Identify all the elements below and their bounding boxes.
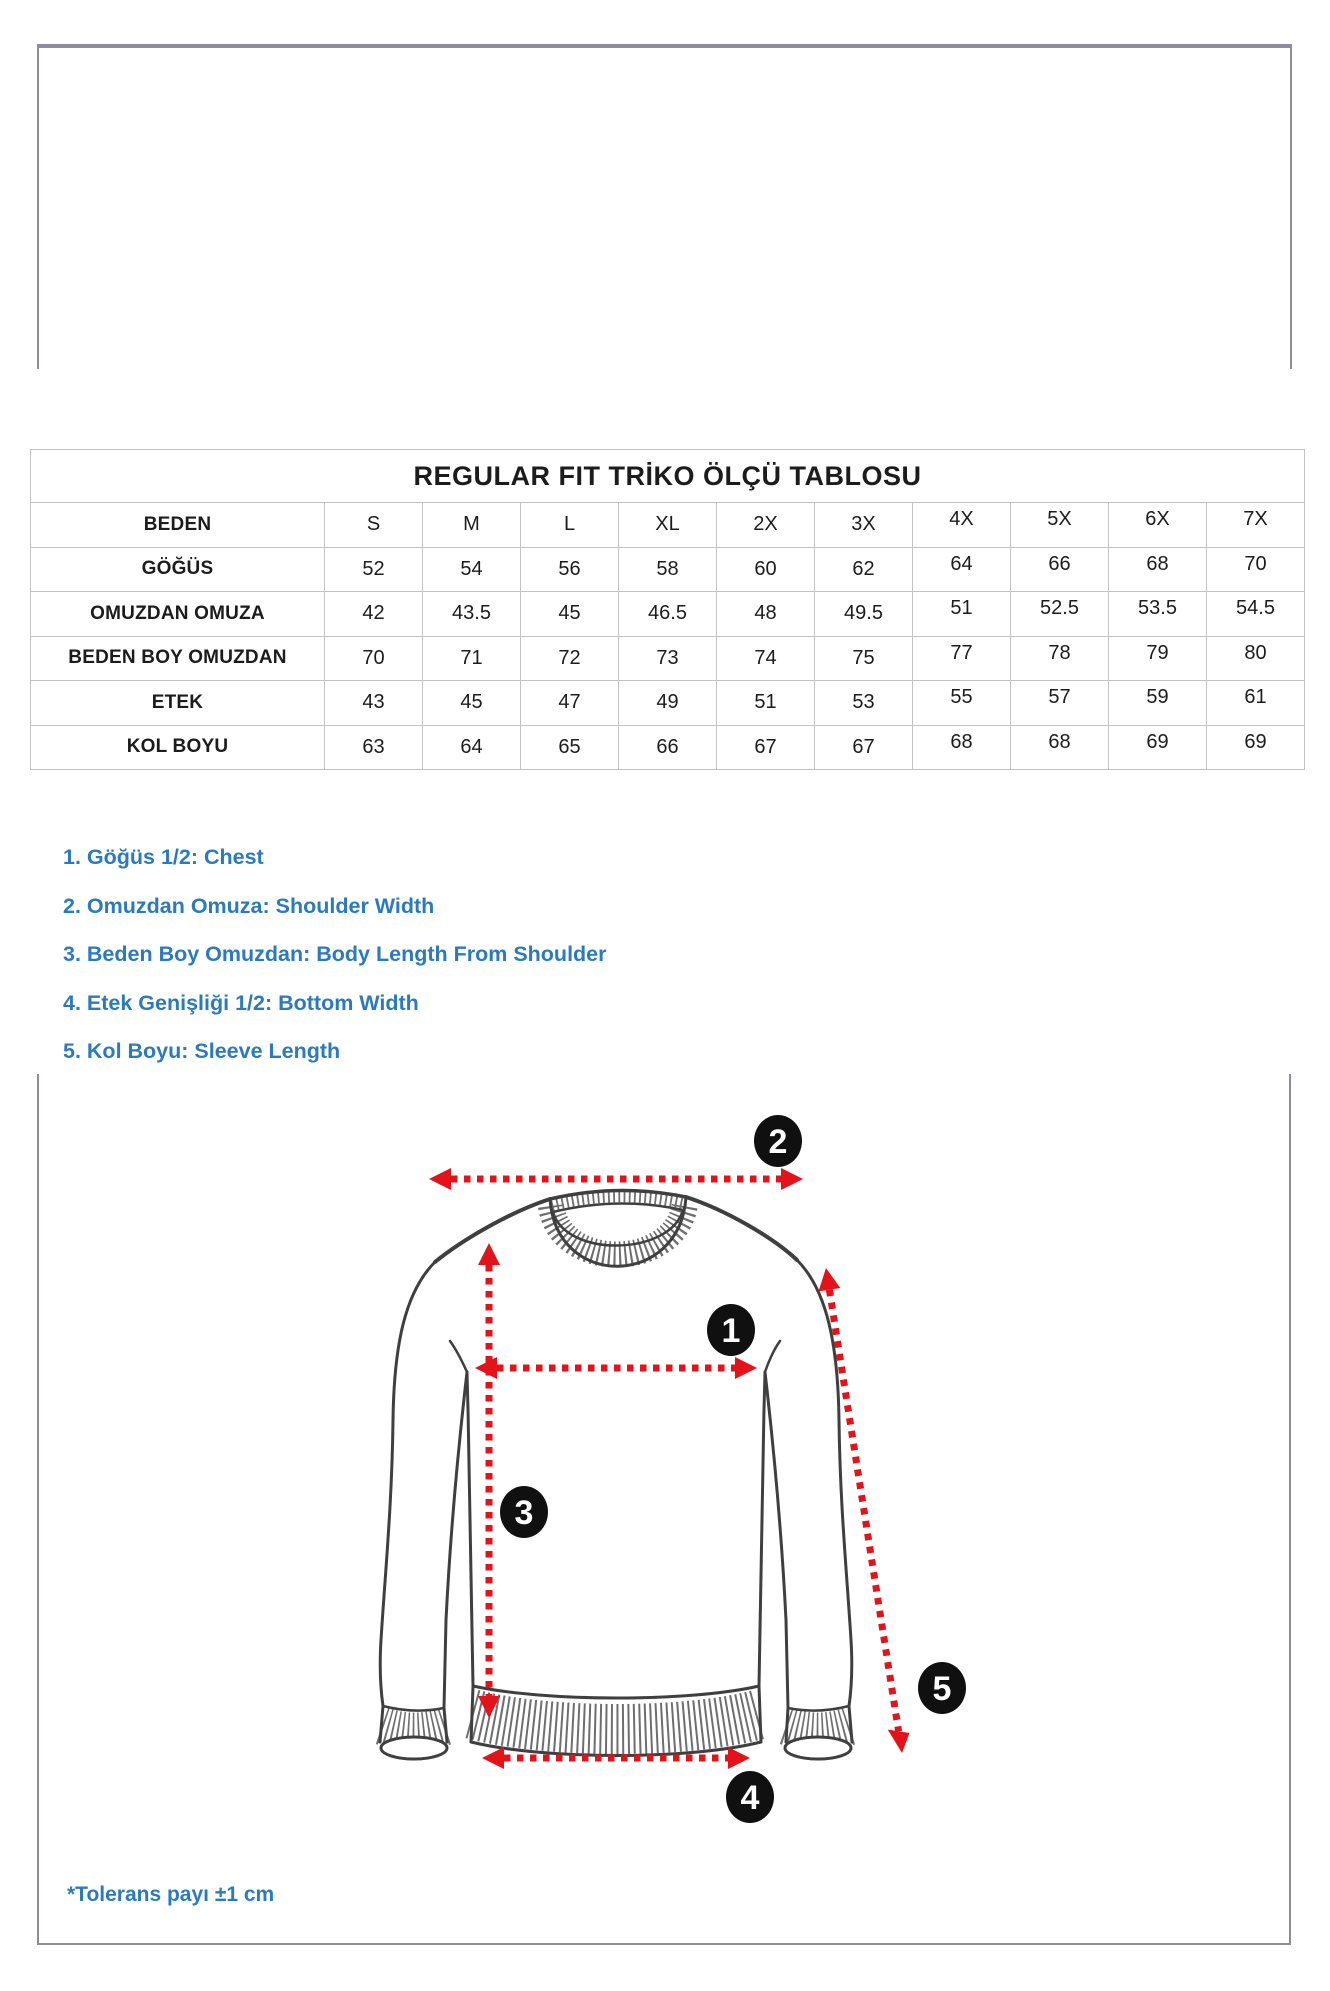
- legend-item-chest: 1. Göğüs 1/2: Chest: [63, 845, 264, 869]
- table-cell: 59: [1109, 681, 1207, 726]
- badge-4-bottom-width: [726, 1771, 774, 1823]
- sweater-ribbing: [382, 1197, 850, 1732]
- row-label: KOL BOYU: [31, 725, 325, 770]
- column-header-size: S: [325, 503, 423, 548]
- column-header-size: 2X: [717, 503, 815, 548]
- table-cell: 64: [913, 547, 1011, 592]
- legend-item-shoulder: 2. Omuzdan Omuza: Shoulder Width: [63, 893, 435, 918]
- table-cell: 49.5: [815, 592, 913, 637]
- legend-item-bottom-width: 4. Etek Genişliği 1/2: Bottom Width: [63, 990, 419, 1015]
- table-cell: 70: [1207, 547, 1305, 592]
- table-cell: 79: [1109, 636, 1207, 681]
- table-cell: 42: [325, 592, 423, 637]
- svg-text:1: 1: [721, 1312, 741, 1350]
- table-row-kol-boyu: [31, 725, 1305, 770]
- table-cell: 66: [619, 725, 717, 770]
- table-cell: 43: [325, 681, 423, 726]
- row-label: GÖĞÜS: [31, 547, 325, 592]
- table-cell: 43.5: [423, 592, 521, 637]
- table-cell: 72: [521, 636, 619, 681]
- svg-text:4: 4: [740, 1779, 760, 1817]
- svg-text:5: 5: [932, 1670, 952, 1708]
- table-cell: 51: [717, 681, 815, 726]
- column-header-size: 3X: [815, 503, 913, 548]
- column-header-size: 7X: [1207, 503, 1305, 548]
- table-cell: 68: [1011, 725, 1109, 770]
- table-cell: 56: [521, 547, 619, 592]
- table-cell: 54: [423, 547, 521, 592]
- shoulder-width-arrow: [429, 1168, 803, 1190]
- badge-3-body-length: [500, 1486, 548, 1538]
- table-cell: 47: [521, 681, 619, 726]
- table-cell: 52.5: [1011, 592, 1109, 637]
- chest-width-arrow: [475, 1357, 757, 1379]
- measurement-legend: [63, 833, 607, 1076]
- table-cell: 75: [815, 636, 913, 681]
- table-cell: 65: [521, 725, 619, 770]
- table-cell: 62: [815, 547, 913, 592]
- size-table: [30, 449, 1305, 770]
- table-cell: 68: [1109, 547, 1207, 592]
- legend-item-sleeve: 5. Kol Boyu: Sleeve Length: [63, 1039, 341, 1064]
- column-header-size: L: [521, 503, 619, 548]
- table-cell: 70: [325, 636, 423, 681]
- table-row-gogus: [31, 547, 1305, 592]
- column-header-size: 5X: [1011, 503, 1109, 548]
- table-row-beden-boy: [31, 636, 1305, 681]
- table-cell: 78: [1011, 636, 1109, 681]
- table-cell: 54.5: [1207, 592, 1305, 637]
- tolerance-note: *Tolerans payı ±1 cm: [67, 1883, 275, 1906]
- row-label: BEDEN BOY OMUZDAN: [31, 636, 325, 681]
- table-cell: 74: [717, 636, 815, 681]
- table-cell: 69: [1207, 725, 1305, 770]
- table-cell: 58: [619, 547, 717, 592]
- table-cell: 48: [717, 592, 815, 637]
- column-header-beden: BEDEN: [31, 503, 325, 548]
- table-cell: 61: [1207, 681, 1305, 726]
- sweater-outline-drawing: [380, 1190, 852, 1759]
- image-placeholder-box: [37, 44, 1292, 369]
- table-cell: 49: [619, 681, 717, 726]
- table-cell: 73: [619, 636, 717, 681]
- badge-5-sleeve: [918, 1662, 966, 1714]
- column-header-size: XL: [619, 503, 717, 548]
- table-cell: 68: [913, 725, 1011, 770]
- row-label: OMUZDAN OMUZA: [31, 592, 325, 637]
- body-length-arrow: [478, 1243, 500, 1718]
- table-cell: 53: [815, 681, 913, 726]
- table-header-row: [31, 503, 1305, 548]
- table-cell: 67: [717, 725, 815, 770]
- table-cell: 63: [325, 725, 423, 770]
- row-label: ETEK: [31, 681, 325, 726]
- table-cell: 69: [1109, 725, 1207, 770]
- table-cell: 45: [423, 681, 521, 726]
- table-cell: 53.5: [1109, 592, 1207, 637]
- table-row-etek: [31, 681, 1305, 726]
- legend-item-body-length: 3. Beden Boy Omuzdan: Body Length From Shoulder: [63, 942, 607, 967]
- table-cell: 46.5: [619, 592, 717, 637]
- measurement-diagram-box: [37, 1074, 1291, 1945]
- table-cell: 52: [325, 547, 423, 592]
- column-header-size: 4X: [913, 503, 1011, 548]
- table-cell: 55: [913, 681, 1011, 726]
- table-cell: 64: [423, 725, 521, 770]
- table-cell: 51: [913, 592, 1011, 637]
- table-cell: 45: [521, 592, 619, 637]
- column-header-size: M: [423, 503, 521, 548]
- table-cell: 77: [913, 636, 1011, 681]
- table-row-omuzdan-omuza: [31, 592, 1305, 637]
- table-cell: 57: [1011, 681, 1109, 726]
- table-cell: 67: [815, 725, 913, 770]
- svg-text:2: 2: [768, 1123, 788, 1161]
- column-header-size: 6X: [1109, 503, 1207, 548]
- badge-2-shoulder: [754, 1115, 802, 1167]
- table-title-row: [31, 450, 1305, 503]
- sweater-measurement-diagram: [37, 1074, 1291, 1945]
- table-cell: 66: [1011, 547, 1109, 592]
- table-cell: 60: [717, 547, 815, 592]
- table-cell: 71: [423, 636, 521, 681]
- table-cell: 80: [1207, 636, 1305, 681]
- table-title: REGULAR FIT TRİKO ÖLÇÜ TABLOSU: [31, 450, 1305, 503]
- svg-text:3: 3: [514, 1494, 534, 1532]
- badge-1-chest: [707, 1304, 755, 1356]
